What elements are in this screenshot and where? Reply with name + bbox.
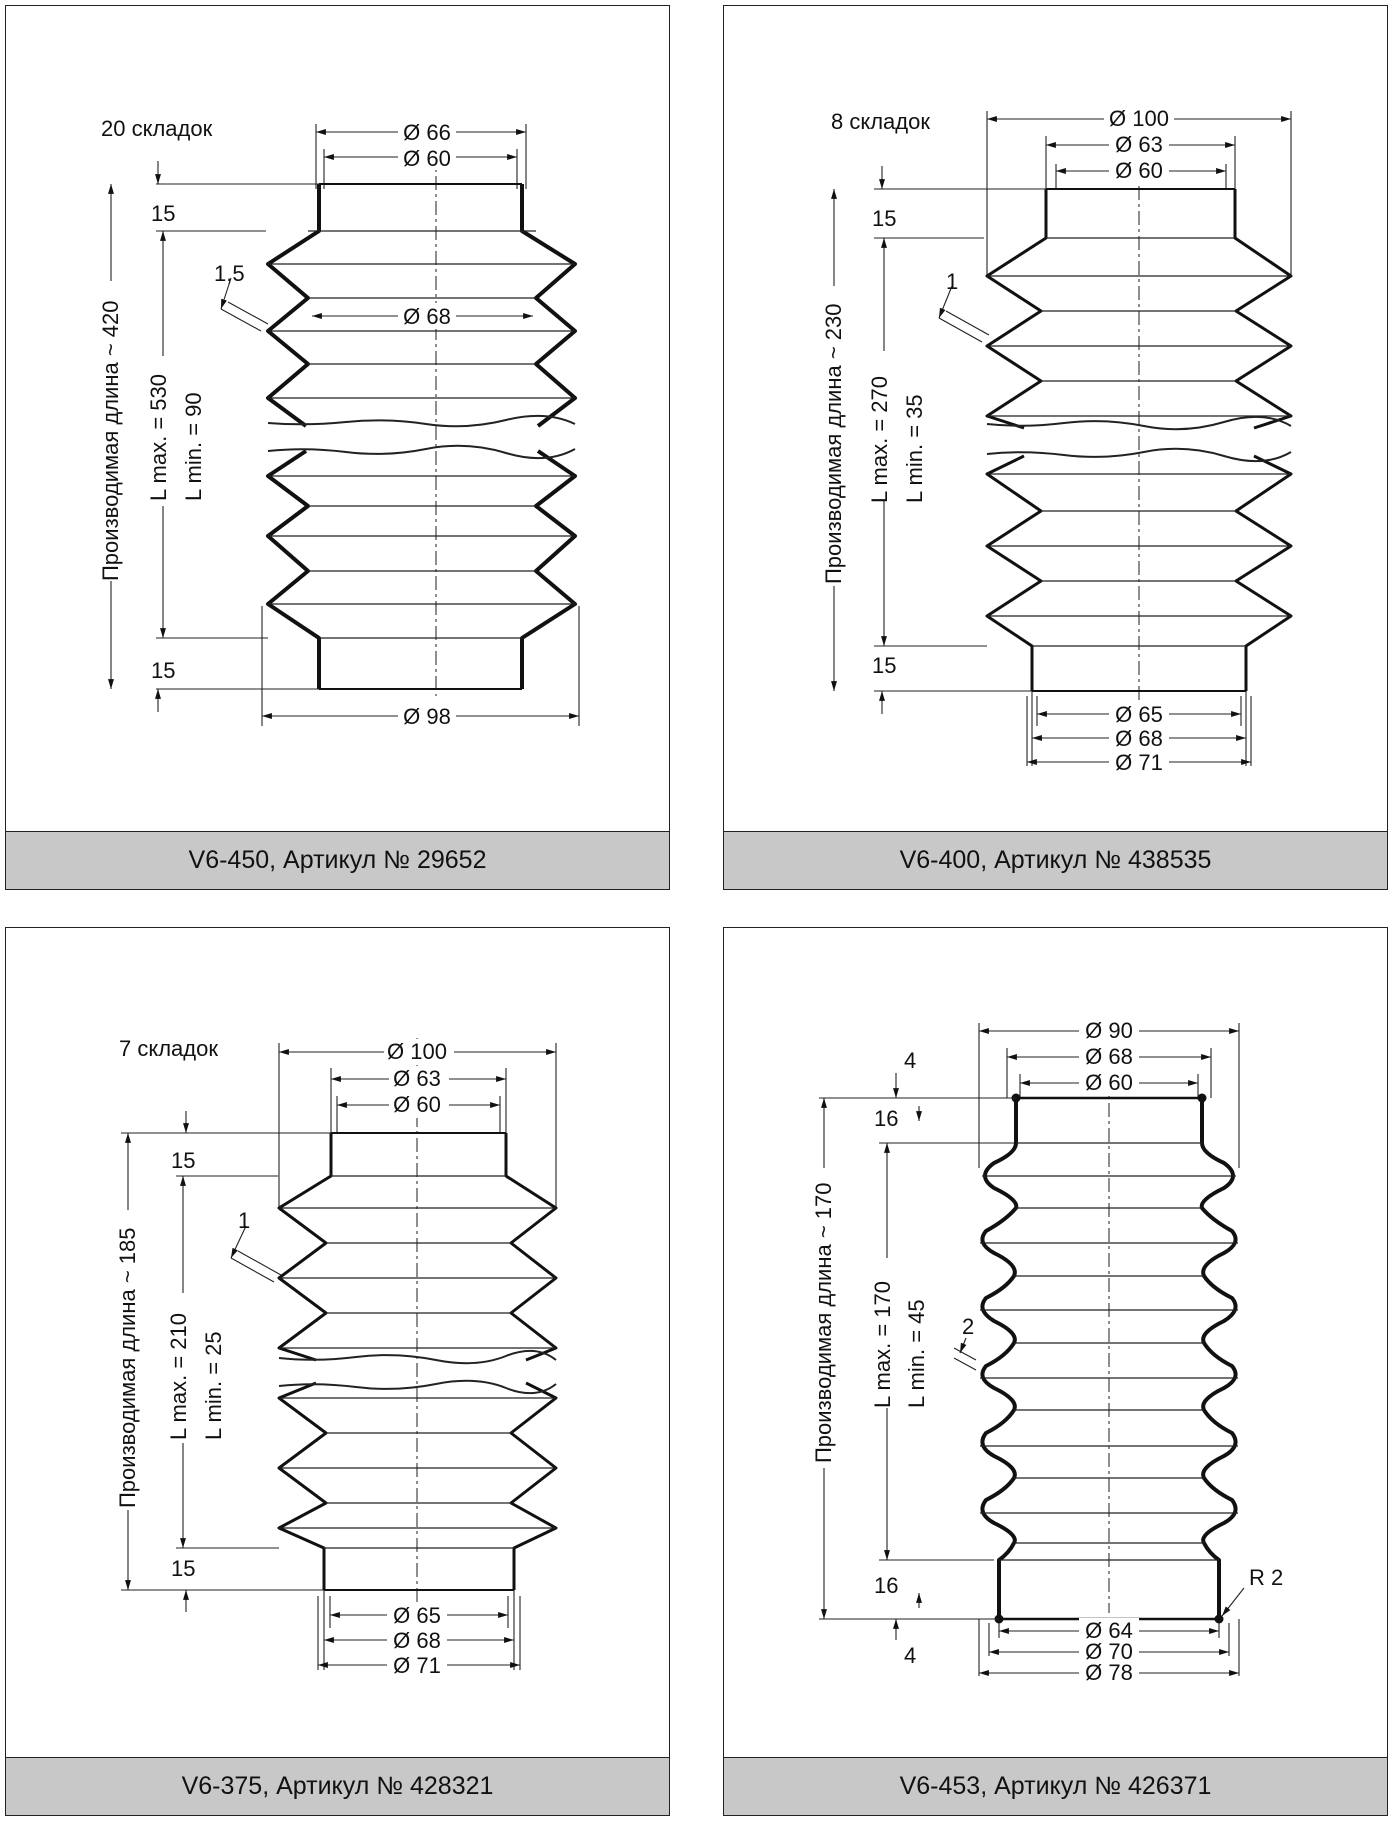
dim-top-1: Ø 100 — [387, 1039, 447, 1064]
panel-v6-400 — [723, 5, 1388, 890]
fold-lines — [268, 231, 575, 638]
bellows-outline-right — [506, 1133, 556, 1590]
l-min: L min. = 90 — [181, 392, 206, 501]
dim-top-1: Ø 90 — [1085, 1018, 1133, 1043]
panel-v6-450 — [5, 5, 670, 890]
dim-top-3: Ø 60 — [1085, 1070, 1133, 1095]
length-total: Производимая длина ~ 185 — [115, 1227, 140, 1508]
l-min: L min. = 35 — [902, 394, 927, 503]
dim-top-2: Ø 68 — [1085, 1044, 1133, 1069]
bellows-outline-right — [522, 184, 575, 689]
dim-bottom-1: Ø 64 — [1085, 1618, 1133, 1643]
dim-bottom: Ø 98 — [403, 704, 451, 729]
dim-bottom-1: Ø 65 — [393, 1603, 441, 1628]
panel-v6-453 — [723, 927, 1388, 1816]
caption: V6-375, Артикул № 428321 — [6, 1757, 669, 1815]
bellows-outline-left — [268, 184, 319, 689]
folds-label: 8 складок — [831, 109, 930, 134]
drawing-v6-450 — [6, 6, 671, 891]
drawing-v6-375 — [6, 928, 671, 1817]
dim-top-3: Ø 60 — [393, 1092, 441, 1117]
dim-top-outer: Ø 66 — [403, 120, 451, 145]
dim-top-len: 16 — [874, 1106, 899, 1131]
dim-bottom-2: Ø 68 — [393, 1628, 441, 1653]
l-min: L min. = 25 — [201, 1331, 226, 1440]
dim-wall: 2 — [962, 1314, 975, 1339]
folds-label: 20 складок — [101, 116, 213, 141]
dim-bottom-len: 15 — [151, 658, 176, 683]
dim-top-1: Ø 100 — [1109, 106, 1169, 131]
dim-top-len: 15 — [151, 201, 176, 226]
dim-bottom-len: 16 — [874, 1573, 899, 1598]
dim-bottom-2: Ø 70 — [1085, 1639, 1133, 1664]
dim-bottom-1: Ø 65 — [1115, 702, 1163, 727]
dim-radius: R 2 — [1249, 1565, 1284, 1590]
caption: V6-400, Артикул № 438535 — [724, 831, 1387, 889]
drawing-v6-400 — [724, 6, 1389, 891]
dim-wall: 1 — [238, 1208, 251, 1233]
dim-bottom-3: Ø 78 — [1085, 1660, 1133, 1685]
dim-bottom-len: 15 — [872, 653, 897, 678]
dim-top-3: Ø 60 — [1115, 158, 1163, 183]
dim-bottom-small: 4 — [904, 1643, 917, 1668]
dim-bottom-len: 15 — [171, 1556, 196, 1581]
dim-top-2: Ø 63 — [1115, 132, 1163, 157]
caption: V6-450, Артикул № 29652 — [6, 831, 669, 889]
dim-top-len: 15 — [872, 206, 897, 231]
dim-wall: 1,5 — [214, 261, 245, 286]
l-max: L max. = 170 — [870, 1281, 895, 1408]
length-total: Производимая длина ~ 230 — [821, 303, 846, 584]
dim-bottom-3: Ø 71 — [1115, 750, 1163, 775]
panel-v6-375 — [5, 927, 670, 1816]
dim-wall: 1 — [946, 269, 959, 294]
l-max: L max. = 270 — [867, 376, 892, 503]
dim-bottom-3: Ø 71 — [393, 1653, 441, 1678]
dim-top-2: Ø 63 — [393, 1066, 441, 1091]
folds-label: 7 складок — [119, 1036, 218, 1061]
dim-mid: Ø 68 — [403, 304, 451, 329]
bellows-outline-left — [279, 1133, 331, 1590]
length-total: Производимая длина ~ 420 — [98, 300, 123, 581]
l-min: L min. = 45 — [904, 1299, 929, 1408]
l-max: L max. = 210 — [166, 1313, 191, 1440]
l-max: L max. = 530 — [146, 374, 171, 501]
drawing-v6-453 — [724, 928, 1389, 1817]
dim-top-inner: Ø 60 — [403, 146, 451, 171]
dim-top-small: 4 — [904, 1048, 917, 1073]
dim-bottom-2: Ø 68 — [1115, 726, 1163, 751]
length-total: Производимая длина ~ 170 — [811, 1182, 836, 1463]
dim-top-len: 15 — [171, 1148, 196, 1173]
caption: V6-453, Артикул № 426371 — [724, 1757, 1387, 1815]
